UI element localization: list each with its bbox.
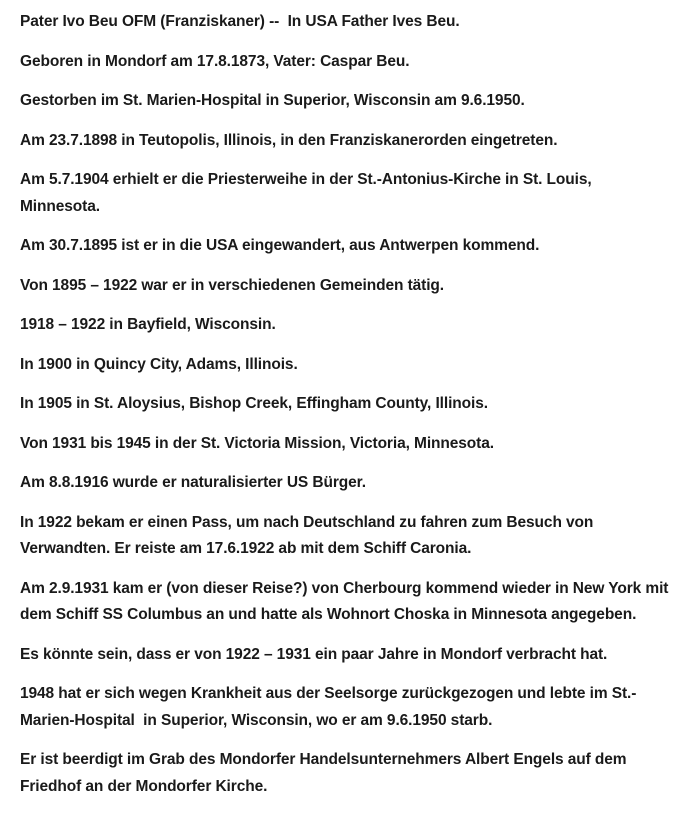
paragraph-ordination: Am 5.7.1904 erhielt er die Priesterweihe in der St.-Antonius-Kirche in St. Louis, Minnesota. <box>20 171 596 215</box>
paragraph-order-entry: Am 23.7.1898 in Teutopolis, Illinois, in den Franziskanerorden eingetreten. <box>20 131 558 149</box>
paragraph-mondorf-stay: Es könnte sein, dass er von 1922 – 1931 ein paar Jahre in Mondorf verbracht hat. <box>20 645 608 663</box>
paragraph-aloysius: In 1905 in St. Aloysius, Bishop Creek, Effingham County, Illinois. <box>20 395 488 412</box>
paragraph-quincy: In 1900 in Quincy City, Adams, Illinois. <box>20 355 298 373</box>
paragraph-birth: Geboren in Mondorf am 17.8.1873, Vater: Caspar Beu. <box>20 52 410 70</box>
document-body <box>20 9 673 813</box>
paragraph-passport: In 1922 bekam er einen Pass, um nach Deutschland zu fahren zum Besuch von Verwandten. Er reiste am 17.6.1922 ab mit dem Schiff Caronia. <box>20 513 598 557</box>
paragraph-title: Pater Ivo Beu OFM (Franziskaner) -- In USA Father Ives Beu. <box>20 13 460 30</box>
paragraph-retirement: 1948 hat er sich wegen Krankheit aus der Seelsorge zurückgezogen und lebte im St.-Marien-Hospital in Superior, Wisconsin, wo er am 9.6.1950 starb. <box>20 685 637 729</box>
paragraph-burial: Er ist beerdigt im Grab des Mondorfer Handelsunternehmers Albert Engels auf dem Friedhof an der Mondorfer Kirche. <box>20 751 631 795</box>
paragraph-emigration: Am 30.7.1895 ist er in die USA eingewandert, aus Antwerpen kommend. <box>20 237 540 254</box>
paragraph-return: Am 2.9.1931 kam er (von dieser Reise?) von Cherbourg kommend wieder in New York mit dem Schiff SS Columbus an und hatte als Wohnort Choska in Minnesota angegeben. <box>20 579 673 623</box>
paragraph-death: Gestorben im St. Marien-Hospital in Superior, Wisconsin am 9.6.1950. <box>20 92 525 109</box>
paragraph-bayfield: 1918 – 1922 in Bayfield, Wisconsin. <box>20 316 276 333</box>
paragraph-parishes: Von 1895 – 1922 war er in verschiedenen Gemeinden tätig. <box>20 276 444 294</box>
paragraph-naturalization: Am 8.8.1916 wurde er naturalisierter US Bürger. <box>20 474 366 491</box>
paragraph-victoria: Von 1931 bis 1945 in der St. Victoria Mission, Victoria, Minnesota. <box>20 434 494 452</box>
